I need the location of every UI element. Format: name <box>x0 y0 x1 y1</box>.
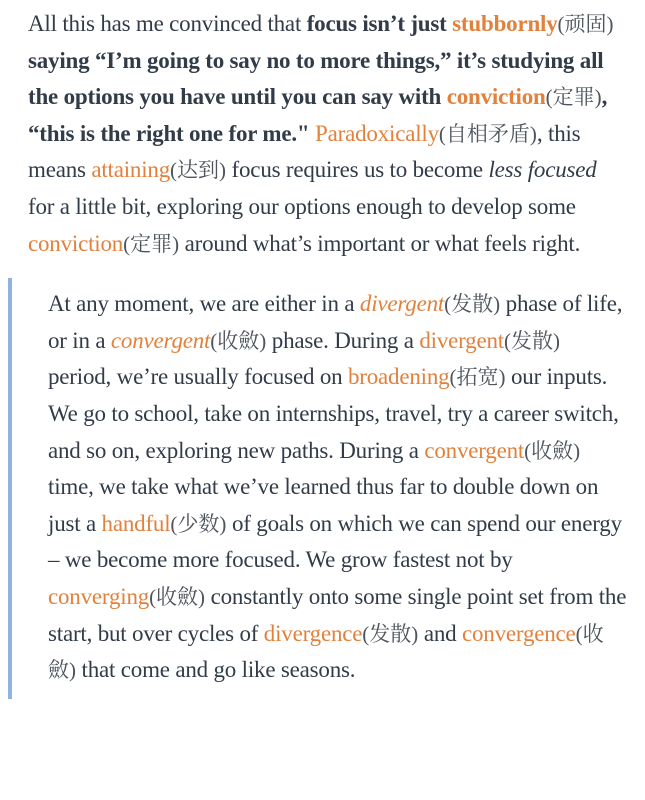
vocab-word[interactable]: divergence <box>263 620 363 646</box>
text-segment: At any moment, we are either in a <box>48 291 360 317</box>
vocab-word[interactable]: convergence <box>461 620 576 646</box>
text-segment: that come and go like seasons. <box>76 657 356 683</box>
translation-annotation: (收斂) <box>149 584 206 609</box>
text-segment: of goals on which we can spend our energy – we become more focused. We grow fastest not by <box>48 510 622 573</box>
text-segment: focus requires us to become <box>226 157 489 183</box>
vocab-word[interactable]: stubbornly <box>452 11 558 36</box>
vocab-word[interactable]: convergent <box>110 327 211 353</box>
translation-annotation: (自相矛盾) <box>438 121 537 146</box>
vocab-word[interactable]: divergent <box>359 291 445 317</box>
text-segment: phase. During a <box>266 327 420 353</box>
translation-annotation: (定罪) <box>123 231 180 256</box>
translation-annotation: (拓宽) <box>449 365 506 390</box>
text-segment: , this means <box>28 120 581 183</box>
text-segment: constantly onto some single point set from the start, but over cycles of <box>48 583 627 646</box>
vocab-word[interactable]: broadening <box>347 364 450 390</box>
text-segment: , “this is the right one for me." <box>28 84 608 146</box>
translation-annotation: (发散) <box>362 621 419 646</box>
text-segment: saying “I’m going to say no to more things,” it’s studying all the options you have until you can say with <box>28 47 604 110</box>
vocab-word[interactable]: Paradoxically <box>315 120 439 146</box>
text-segment: period, we’re usually focused on <box>48 364 348 390</box>
translation-annotation: (收斂) <box>210 328 267 353</box>
text-segment: around what’s important or what feels right. <box>179 230 581 256</box>
vocab-word[interactable]: convergent <box>424 437 525 463</box>
text-segment: focus isn’t just <box>306 11 453 36</box>
vocab-word[interactable]: conviction <box>28 230 124 256</box>
text-segment: our inputs. We go to school, take on internships, travel, try a career switch, and so on, exploring new paths. During a <box>48 364 619 463</box>
text-segment: for a little bit, exploring our options enough to develop some <box>28 193 576 219</box>
translation-annotation: (发散) <box>444 292 501 317</box>
vocab-word[interactable]: attaining <box>91 157 170 183</box>
text-segment: and <box>418 620 462 646</box>
translation-annotation: (收斂) <box>524 438 581 463</box>
translation-annotation: (顽固) <box>557 12 614 36</box>
vocab-word[interactable]: conviction <box>446 84 546 110</box>
text-segment: less focused <box>488 157 597 183</box>
text-segment: All this has me convinced that <box>28 11 307 36</box>
translation-annotation: (发散) <box>504 328 560 353</box>
text-segment: time, we take what we’ve learned thus far to double down on just a <box>48 474 599 536</box>
text-segment: phase of life, or in a <box>48 291 623 353</box>
intro-paragraph <box>28 6 627 262</box>
vocab-word[interactable]: converging <box>48 583 150 609</box>
vocab-word[interactable]: divergent <box>419 327 504 353</box>
translation-annotation: (少数) <box>170 511 227 536</box>
translation-annotation: (收斂) <box>48 621 604 683</box>
quote-paragraph <box>8 278 627 699</box>
vocab-word[interactable]: handful <box>101 510 171 536</box>
translation-annotation: (定罪) <box>545 85 602 110</box>
translation-annotation: (达到) <box>170 158 226 183</box>
